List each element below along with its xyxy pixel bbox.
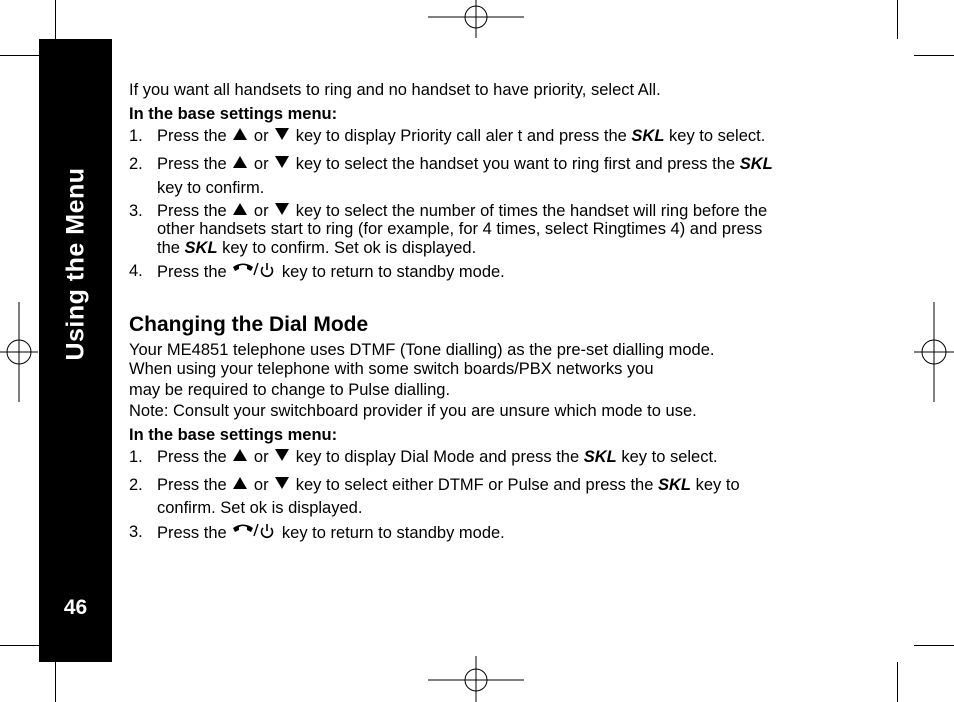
step-text: key to return to standby mode. <box>281 524 505 542</box>
chapter-sidebar <box>39 39 112 662</box>
down-arrow-icon <box>275 128 289 140</box>
up-arrow-icon <box>233 477 247 489</box>
step-text: or <box>253 127 269 145</box>
step-4 <box>157 261 505 282</box>
down-arrow-icon <box>275 203 289 215</box>
step-text: key to select either DTMF or Pulse and press the <box>295 476 654 494</box>
step-text: key to display Dial Mode and press the <box>295 448 580 466</box>
paragraph-line: Note: Consult your switchboard provider if you are unsure which mode to use. <box>129 402 697 420</box>
step-1 <box>157 126 765 146</box>
step-number: 3. <box>129 202 143 220</box>
crop-mark <box>55 0 56 39</box>
up-arrow-icon <box>233 449 247 461</box>
step-text: key to confirm. Set ok is displayed. <box>222 239 477 257</box>
step-text: key to select. <box>669 127 766 145</box>
paragraph-line: may be required to change to Pulse dialling. <box>129 381 451 399</box>
step-text: key to return to standby mode. <box>281 263 505 281</box>
step-text: Press the <box>157 476 227 494</box>
crop-mark <box>55 662 56 702</box>
registration-mark-left <box>0 302 38 402</box>
step-text: key to select the handset you want to ring first and press the <box>295 155 736 173</box>
crop-mark <box>0 645 39 646</box>
section-heading: Changing the Dial Mode <box>129 313 369 336</box>
step-text: or <box>253 476 269 494</box>
crop-mark <box>897 0 898 39</box>
skl-key-label: SKL <box>658 476 691 494</box>
step-number: 4. <box>129 262 143 280</box>
step-text: or <box>253 202 269 220</box>
step-2 <box>157 475 740 495</box>
crop-mark <box>914 55 954 56</box>
skl-key-label: SKL <box>583 448 617 466</box>
paragraph-line: When using your telephone with some switch boards/PBX networks you <box>129 360 654 378</box>
registration-mark-bottom <box>428 656 524 702</box>
up-arrow-icon <box>233 156 247 168</box>
up-arrow-icon <box>233 203 247 215</box>
skl-key-label: SKL <box>184 239 218 257</box>
step-number: 2. <box>129 155 143 173</box>
down-arrow-icon <box>275 449 289 461</box>
step-text: the <box>157 239 180 257</box>
step-text: key to select the number of times the handset will ring before the <box>295 202 768 220</box>
subheading-base-settings: In the base settings menu: <box>129 426 338 444</box>
registration-mark-top <box>428 0 524 38</box>
step-3 <box>157 522 505 543</box>
crop-mark <box>897 662 898 702</box>
chapter-title: Using the Menu <box>61 167 89 361</box>
step-text: Press the <box>157 263 227 281</box>
skl-key-label: SKL <box>739 155 773 173</box>
subheading-base-settings: In the base settings menu: <box>129 105 338 123</box>
up-arrow-icon <box>233 128 247 140</box>
end-call-power-icon <box>231 261 277 279</box>
step-text: Press the <box>157 127 227 145</box>
step-1 <box>157 447 718 467</box>
step-text: Press the <box>157 202 227 220</box>
crop-mark <box>914 645 954 646</box>
step-text: other handsets start to ring (for example, for 4 times, select Ringtimes 4) and press <box>157 220 763 238</box>
step-text: key to select. <box>621 448 718 466</box>
crop-mark <box>0 55 39 56</box>
step-text: Press the <box>157 155 227 173</box>
step-text: key to <box>695 476 740 494</box>
step-2 <box>157 154 773 174</box>
step-number: 1. <box>129 127 143 145</box>
step-text: or <box>253 155 269 173</box>
down-arrow-icon <box>275 477 289 489</box>
step-text: Press the <box>157 524 227 542</box>
step-number: 2. <box>129 476 143 494</box>
step-number: 1. <box>129 448 143 466</box>
step-3 <box>157 201 767 221</box>
registration-mark-right <box>914 302 954 402</box>
step-number: 3. <box>129 523 143 541</box>
step-text: confirm. Set ok is displayed. <box>157 499 363 517</box>
step-text: Press the <box>157 448 227 466</box>
paragraph-line: Your ME4851 telephone uses DTMF (Tone dialling) as the pre-set dialling mode. <box>129 341 715 359</box>
down-arrow-icon <box>275 156 289 168</box>
end-call-power-icon <box>231 522 277 540</box>
skl-key-label: SKL <box>631 127 665 145</box>
page-number: 46 <box>63 596 88 619</box>
step-text: or <box>253 448 269 466</box>
step-3-line3 <box>157 238 476 258</box>
intro-text: If you want all handsets to ring and no handset to have priority, select All. <box>129 81 661 99</box>
step-text: key to confirm. <box>157 179 265 197</box>
step-text: key to display Priority call aler t and press the <box>295 127 627 145</box>
